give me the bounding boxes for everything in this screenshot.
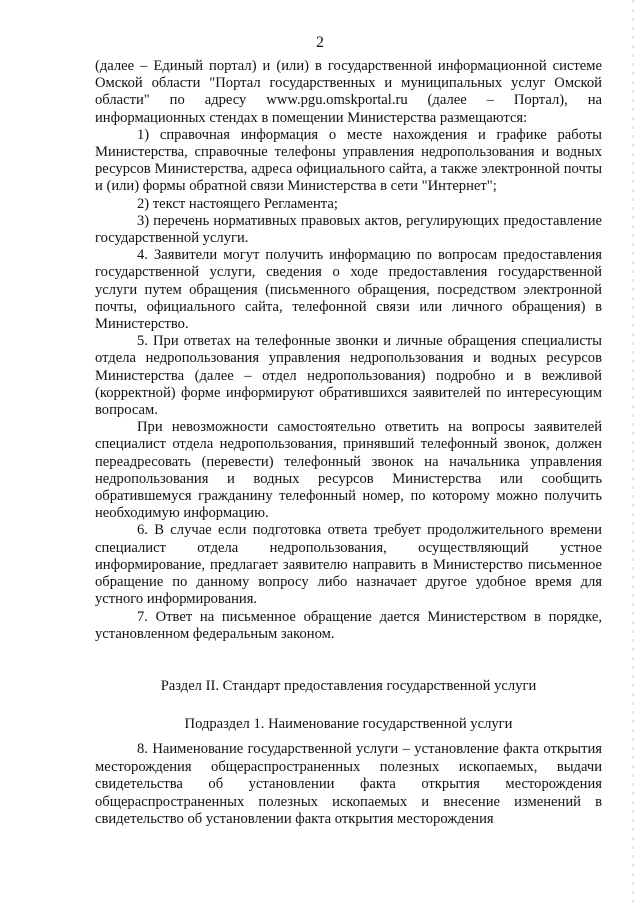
paragraph-list-item-2: 2) текст настоящего Регламента; xyxy=(137,195,338,212)
paragraph-item-5-continuation: При невозможности самостоятельно ответить на вопросы заявителей специалист отдела недропользования, принявший телефонный звонок, должен переадресовать (перевести) телефонный звонок на начальника управления недропользования и водных ресурсов Министерства или сообщить обратившемуся гражданину телефонный номер, по которому можно получить необходимую информацию. xyxy=(95,419,602,522)
subsection-heading: Подраздел 1. Наименование государственной услуги xyxy=(184,716,513,733)
item-8-block xyxy=(95,741,602,829)
paragraph-item-5: 5. При ответах на телефонные звонки и личные обращения специалисты отдела недропользования управления недропользования и водных ресурсов Министерства (далее – отдел недропользования) подробно и в вежливой (корректной) форме информируют обратившихся заявителей по интересующим вопросам. xyxy=(95,333,602,419)
paragraph-list-item-3: 3) перечень нормативных правовых актов, регулирующих предоставление государственной услуги. xyxy=(95,212,602,247)
paragraph-item-8: 8. Наименование государственной услуги – установление факта открытия месторождения общераспространенных полезных ископаемых, выдачи свидетельства об установлении факта открытия месторождения общераспространенных полезных ископаемых и внесение изменений в свидетельство об установлении факта открытия месторождения xyxy=(95,741,602,828)
paragraph-item-7: 7. Ответ на письменное обращение дается Министерством в порядке, установленном федеральным законом. xyxy=(95,608,602,642)
paragraph-item-4: 4. Заявители могут получить информацию по вопросам предоставления государственной услуги, сведения о ходе предоставления государственной услуги путем обращения (письменного обращения, посредством электронной почты, официального сайта, телефонной связи или личного обращения) в Министерство. xyxy=(95,247,602,333)
page-number: 2 xyxy=(316,34,324,51)
paragraph-continuation: (далее – Единый портал) и (или) в государственной информационной системе Омской области "Портал государственных и муниципальных услуг Омской области" по адресу www.pgu.omskportal.ru (далее – Портал), на информационных стендах в помещении Министерства размещаются: xyxy=(95,58,602,126)
paragraph-item-6: 6. В случае если подготовка ответа требует продолжительного времени специалист отдела недропользования, осуществляющий устное информирование, предлагает заявителю направить в Министерство письменное обращение по данному вопросу либо назначает другое удобное время для устного информирования. xyxy=(95,522,602,608)
section-headings xyxy=(95,678,602,733)
paragraph-list-item-1: 1) справочная информация о месте нахождения и графике работы Министерства, справочные телефоны управления недропользования и водных ресурсов Министерства, адреса официального сайта, а также электронной почты и (или) формы обратной связи Министерства в сети "Интернет"; xyxy=(95,126,602,195)
scan-edge-artifact xyxy=(632,0,634,905)
section-heading: Раздел II. Стандарт предоставления государственной услуги xyxy=(160,678,537,694)
document-body xyxy=(95,58,602,643)
